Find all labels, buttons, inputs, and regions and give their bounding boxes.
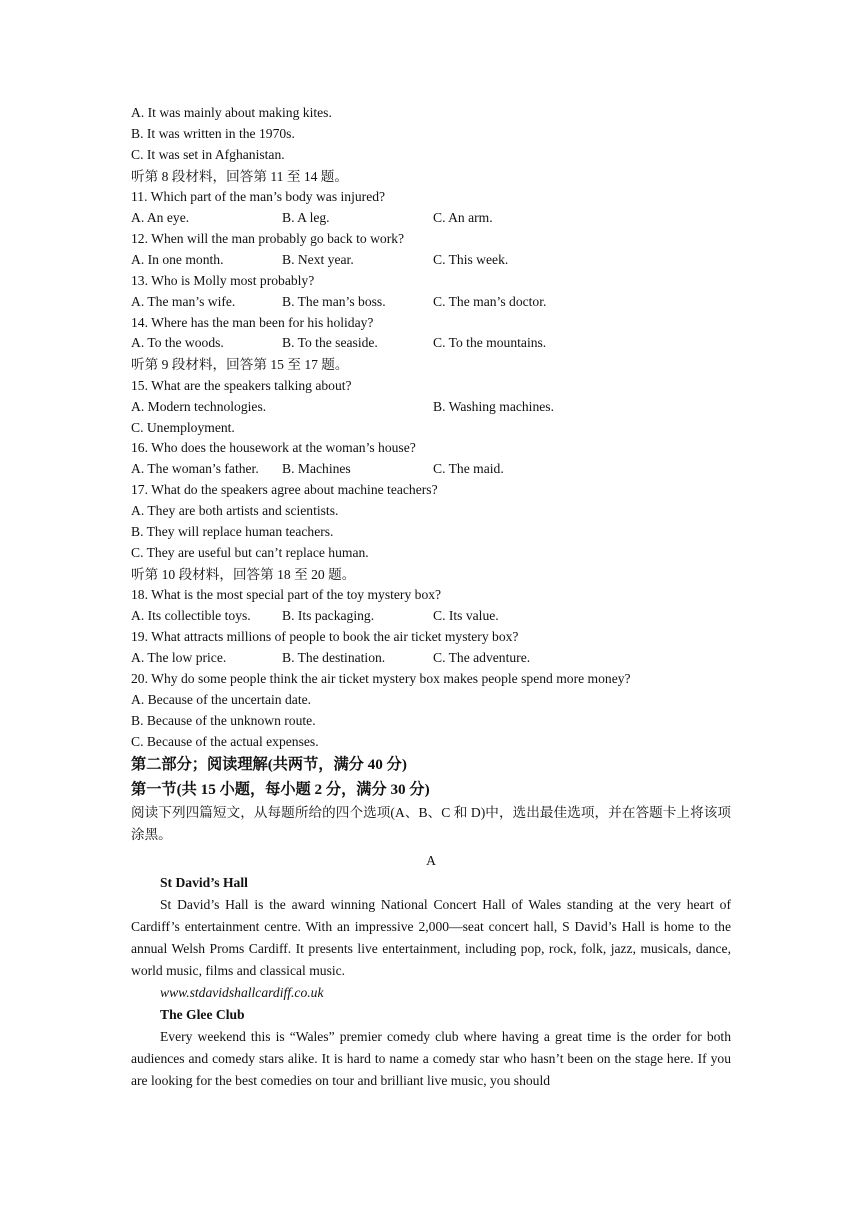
question-20: 20. Why do some people think the air ticket mystery box makes people spend more money? bbox=[131, 670, 631, 686]
option-c: C. Because of the actual expenses. bbox=[131, 733, 319, 749]
option-c: C. This week. bbox=[433, 251, 509, 267]
section-intro: 听第 10 段材料，回答第 18 至 20 题。 bbox=[131, 566, 356, 582]
option-b: B. The man’s boss. bbox=[282, 293, 386, 309]
option-a: A. The woman’s father. bbox=[131, 461, 259, 477]
option-c: C. They are useful but can’t replace human. bbox=[131, 544, 369, 560]
options-19 bbox=[131, 648, 731, 669]
option-b: B. Because of the unknown route. bbox=[131, 712, 316, 728]
options-18 bbox=[131, 606, 731, 627]
hall-website: www.stdavidshallcardiff.co.uk bbox=[160, 985, 324, 1001]
option-b: B. To the seaside. bbox=[282, 335, 378, 351]
passage-label: A bbox=[426, 853, 436, 869]
question-19: 19. What attracts millions of people to book the air ticket mystery box? bbox=[131, 629, 519, 645]
option-c: C. Unemployment. bbox=[131, 419, 235, 435]
section-intro: 听第 8 段材料，回答第 11 至 14 题。 bbox=[131, 168, 348, 184]
section-heading: 第一节(共 15 小题，每小题 2 分，满分 30 分) bbox=[131, 781, 430, 799]
heading-st-davids-hall: St David’s Hall bbox=[160, 875, 248, 891]
options-13 bbox=[131, 292, 731, 313]
option-b: B. Next year. bbox=[282, 251, 354, 267]
option-b: B. A leg. bbox=[282, 210, 330, 226]
option-a: A. They are both artists and scientists. bbox=[131, 503, 339, 519]
question-18: 18. What is the most special part of the toy mystery box? bbox=[131, 587, 442, 603]
question-16: 16. Who does the housework at the woman’s house? bbox=[131, 440, 416, 456]
option-a: A. The low price. bbox=[131, 649, 227, 665]
option-a: A. An eye. bbox=[131, 210, 190, 226]
question-11: 11. Which part of the man’s body was injured? bbox=[131, 189, 386, 205]
option-a: A. In one month. bbox=[131, 251, 224, 267]
option-a: A. To the woods. bbox=[131, 335, 224, 351]
option-b: B. Its packaging. bbox=[282, 608, 375, 624]
st-davids-hall-text: St David’s Hall is the award winning National Concert Hall of Wales standing at the very heart of Cardiff’s entertainment centre. With an impressive 2,000—seat concert hall, S David’s Hall is home to the annual Welsh Proms Cardiff. It presents live entertainment, including pop, rock, folk, jazz, musicals, dance, world music, films and classical music. bbox=[131, 897, 731, 979]
instructions: 阅读下列四篇短文，从每题所给的四个选项(A、B、C 和 D)中，选出最佳选项，并在答题卡上将该项涂黑。 bbox=[131, 805, 731, 843]
option-a: A. Because of the uncertain date. bbox=[131, 691, 312, 707]
option-line: A. It was mainly about making kites. bbox=[131, 105, 332, 120]
option-c: C. An arm. bbox=[433, 210, 493, 226]
options-12 bbox=[131, 250, 731, 271]
option-line: B. It was written in the 1970s. bbox=[131, 125, 295, 141]
question-17: 17. What do the speakers agree about machine teachers? bbox=[131, 482, 438, 498]
option-c: C. The maid. bbox=[433, 461, 504, 477]
options-14 bbox=[131, 333, 731, 354]
option-a: A. The man’s wife. bbox=[131, 293, 236, 309]
option-b: B. Machines bbox=[282, 461, 351, 477]
question-13: 13. Who is Molly most probably? bbox=[131, 272, 315, 288]
question-15: 15. What are the speakers talking about? bbox=[131, 377, 352, 393]
question-12: 12. When will the man probably go back to work? bbox=[131, 230, 405, 246]
heading-glee-club: The Glee Club bbox=[160, 1007, 245, 1023]
option-line: C. It was set in Afghanistan. bbox=[131, 146, 285, 162]
options-15 bbox=[131, 397, 731, 418]
option-b: B. They will replace human teachers. bbox=[131, 524, 334, 540]
glee-club-text: Every weekend this is “Wales” premier comedy club where having a great time is the order for both audiences and comedy stars alike. It is hard to name a comedy star who hasn’t been on the stage here. If you are looking for the best comedies on tour and brilliant live music, you should bbox=[131, 1029, 731, 1089]
options-16 bbox=[131, 459, 731, 480]
part-heading: 第二部分；阅读理解(共两节，满分 40 分) bbox=[131, 756, 407, 774]
option-c: C. To the mountains. bbox=[433, 335, 547, 351]
option-c: C. Its value. bbox=[433, 608, 499, 624]
section-intro: 听第 9 段材料，回答第 15 至 17 题。 bbox=[131, 357, 349, 373]
option-a: A. Modern technologies. bbox=[131, 398, 267, 414]
option-c: C. The man’s doctor. bbox=[433, 293, 547, 309]
options-11 bbox=[131, 208, 731, 229]
option-b: B. Washing machines. bbox=[433, 398, 554, 414]
option-a: A. Its collectible toys. bbox=[131, 608, 251, 624]
option-b: B. The destination. bbox=[282, 649, 386, 665]
option-c: C. The adventure. bbox=[433, 649, 531, 665]
document-page bbox=[131, 103, 731, 1092]
question-14: 14. Where has the man been for his holiday? bbox=[131, 314, 374, 330]
